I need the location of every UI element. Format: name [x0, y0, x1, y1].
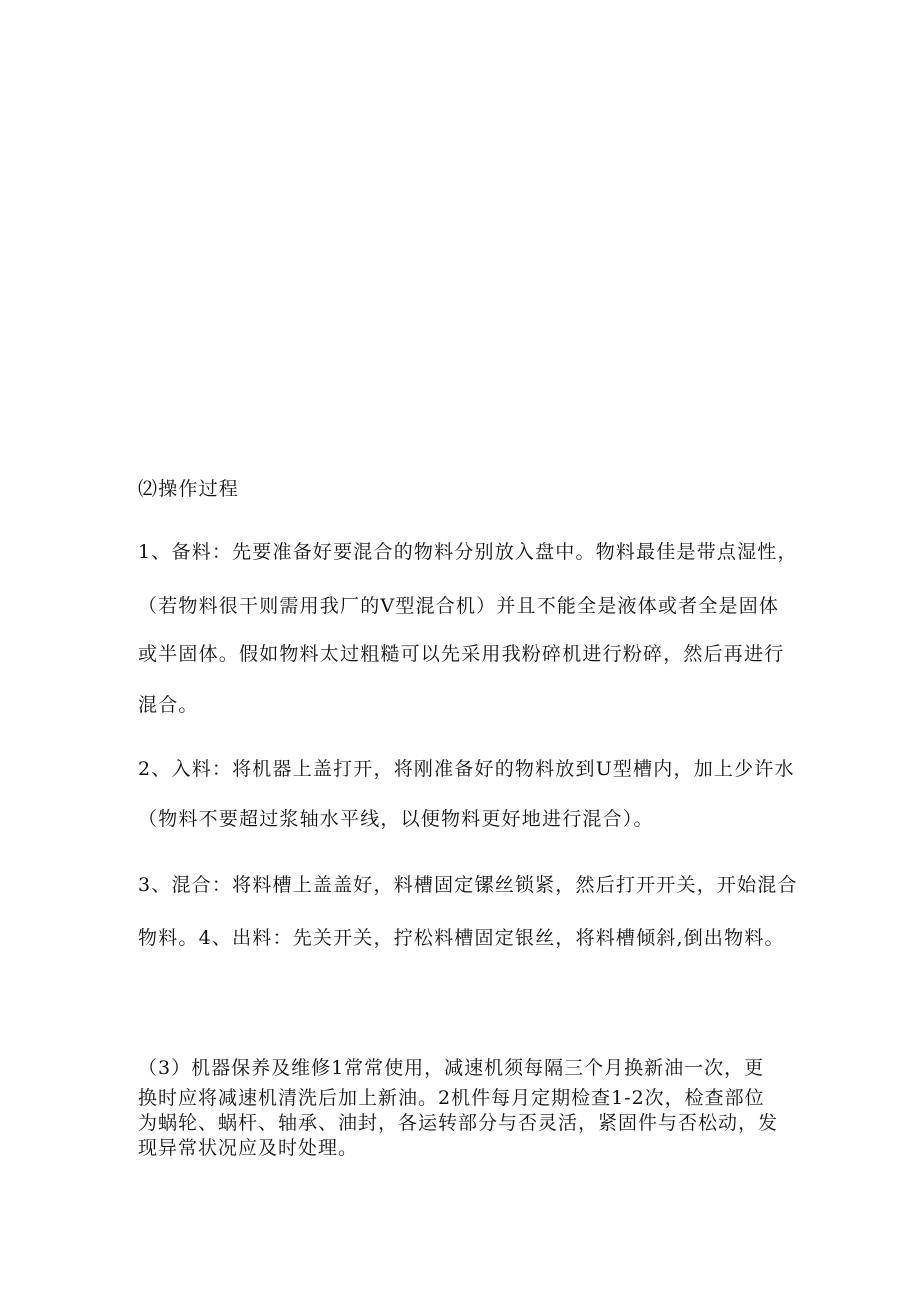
item-1-line-3: 或半固体。假如物料太过粗糙可以先采用我粉碎机进行粉碎，然后再进行	[138, 643, 785, 665]
item-1-line-2: （若物料很干则需用我厂的V型混合机）并且不能全是液体或者全是固体	[138, 595, 780, 617]
item-3-line-1: 3、混合：将料槽上盖盖好，料槽固定镙丝锁紧，然后打开开关，开始混合	[138, 874, 798, 896]
section-3-line-3: 为蜗轮、蜗杆、轴承、油封，各运转部分与否灵活，紧固件与否松动，发	[138, 1112, 779, 1134]
item-2-line-1: 2、入料：将机器上盖打开，将刚准备好的物料放到U型槽内，加上少许水	[138, 758, 795, 780]
section-2-heading: ⑵操作过程	[138, 478, 240, 500]
section-3-line-4: 现异常状况应及时处理。	[138, 1137, 359, 1159]
section-3-line-2: 换时应将减速机清洗后加上新油。2机件每月定期检查1-2次，检查部位	[138, 1087, 765, 1109]
item-2-line-2: （物料不要超过浆轴水平线，以便物料更好地进行混合）。	[138, 808, 654, 830]
section-3-line-1: （3）机器保养及维修1常常使用，减速机须每隔三个月换新油一次，更	[138, 1057, 765, 1079]
item-1-line-4: 混合。	[138, 694, 199, 716]
item-1-line-1: 1、备料：先要准备好要混合的物料分别放入盘中。物料最佳是带点湿性，	[138, 541, 798, 563]
item-3-line-2: 物料。4、出料：先关开关，拧松料槽固定银丝，将料槽倾斜,倒出物料。	[138, 927, 785, 949]
